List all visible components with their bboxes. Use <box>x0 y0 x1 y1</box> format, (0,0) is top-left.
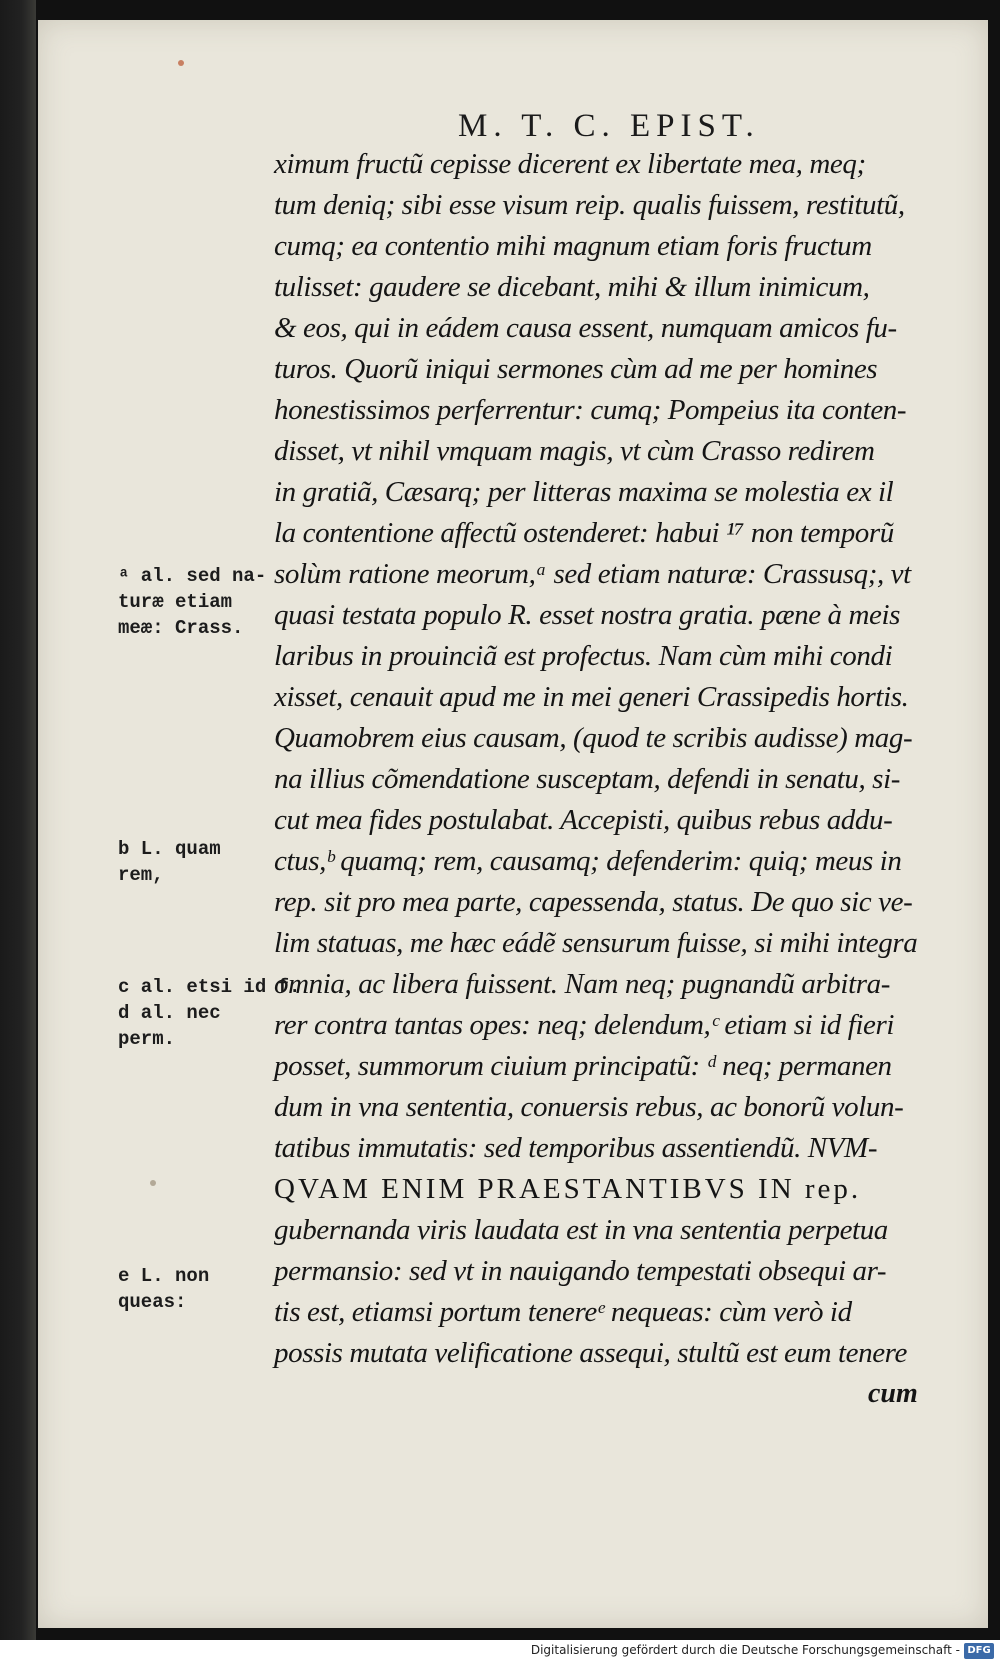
body-line: cut mea fides postulabat. Accepisti, quibus rebus addu- <box>274 804 893 836</box>
margin-note-a: ᵃ al. sed na- <box>118 565 267 587</box>
dfg-logo-icon: DFG <box>964 1643 994 1659</box>
body-line: & eos, qui in eádem causa essent, numquam amicos fu- <box>274 312 897 344</box>
margin-note-e: e L. non <box>118 1265 210 1287</box>
body-line: dum in vna sententia, conuersis rebus, ac bonorũ volun- <box>274 1091 904 1123</box>
book-page <box>38 20 988 1628</box>
body-line: na illius cõmendatione susceptam, defendi in senatu, si- <box>274 763 900 795</box>
body-line: tulisset: gaudere se dicebant, mihi & illum inimicum, <box>274 271 870 303</box>
body-line: gubernanda viris laudata est in vna sententia perpetua <box>274 1214 888 1246</box>
margin-note-e: queas: <box>118 1291 187 1313</box>
book-spine <box>0 0 36 1640</box>
body-line: tum deniq; sibi esse visum reip. qualis fuissem, restitutũ, <box>274 189 905 221</box>
body-line: la contentione affectũ ostenderet: habui ¹⁷ non temporũ <box>274 517 894 549</box>
body-line: permansio: sed vt in nauigando tempestati obsequi ar- <box>274 1255 887 1287</box>
running-head: M. T. C. EPIST. <box>458 108 760 144</box>
body-line: rep. sit pro mea parte, capessenda, status. De quo sic ve- <box>274 886 913 918</box>
body-line: tatibus immutatis: sed temporibus assentiendũ. NVM- <box>274 1132 878 1164</box>
body-line: ctus,ᵇ quamq; rem, causamq; defenderim: quiq; meus in <box>274 845 902 877</box>
margin-note-cd: d al. nec <box>118 1002 221 1024</box>
foxing-spot <box>178 60 184 66</box>
catchword: cum <box>868 1378 918 1409</box>
margin-note-a: meæ: Crass. <box>118 617 244 639</box>
body-line: possis mutata velificatione assequi, stultũ est eum tenere <box>274 1337 907 1369</box>
body-line: tis est, etiamsi portum tenereᵉ nequeas: cùm verò id <box>274 1296 852 1328</box>
body-line: laribus in prouinciã est profectus. Nam cùm mihi condi <box>274 640 893 672</box>
body-line: quasi testata populo R. esset nostra gratia. pæne à meis <box>274 599 901 631</box>
body-line: turos. Quorũ iniqui sermones cùm ad me per homines <box>274 353 878 385</box>
body-line: omnia, ac libera fuissent. Nam neq; pugnandũ arbitra- <box>274 968 890 1000</box>
body-line: rer contra tantas opes: neq; delendum,ᶜ etiam si id fieri <box>274 1009 895 1041</box>
margin-note-a: turæ etiam <box>118 591 233 613</box>
margin-note-b: b L. quam <box>118 838 221 860</box>
body-line: cumq; ea contentio mihi magnum etiam foris fructum <box>274 230 872 262</box>
margin-note-b: rem, <box>118 864 164 886</box>
foxing-spot <box>150 1180 156 1186</box>
body-line: disset, vt nihil vmquam magis, vt cùm Crasso redirem <box>274 435 875 467</box>
body-line: solùm ratione meorum,ᵃ sed etiam naturæ: Crassusq;, vt <box>274 558 911 590</box>
footer-bar <box>0 1640 1000 1663</box>
body-line: posset, summorum ciuium principatũ: ᵈ neq; permanen <box>274 1050 892 1082</box>
margin-note-cd: perm. <box>118 1028 176 1050</box>
body-line: Quamobrem eius causam, (quod te scribis audisse) mag- <box>274 722 913 754</box>
body-line: QVAM ENIM PRAESTANTIBVS IN rep. <box>274 1173 862 1205</box>
body-line: lim statuas, me hæc eádẽ sensurum fuisse, si mihi integra <box>274 927 918 959</box>
funding-credit: Digitalisierung gefördert durch die Deutsche Forschungsgemeinschaft - <box>530 1643 960 1657</box>
body-line: ximum fructũ cepisse dicerent ex libertate mea, meq; <box>274 148 866 180</box>
margin-note-cd: c al. etsi id f. <box>118 976 301 998</box>
body-line: xisset, cenauit apud me in mei generi Crassipedis hortis. <box>274 681 909 713</box>
body-line: honestissimos perferrentur: cumq; Pompeius ita conten- <box>274 394 907 426</box>
body-line: in gratiã, Cæsarq; per litteras maxima se molestia ex il <box>274 476 894 508</box>
